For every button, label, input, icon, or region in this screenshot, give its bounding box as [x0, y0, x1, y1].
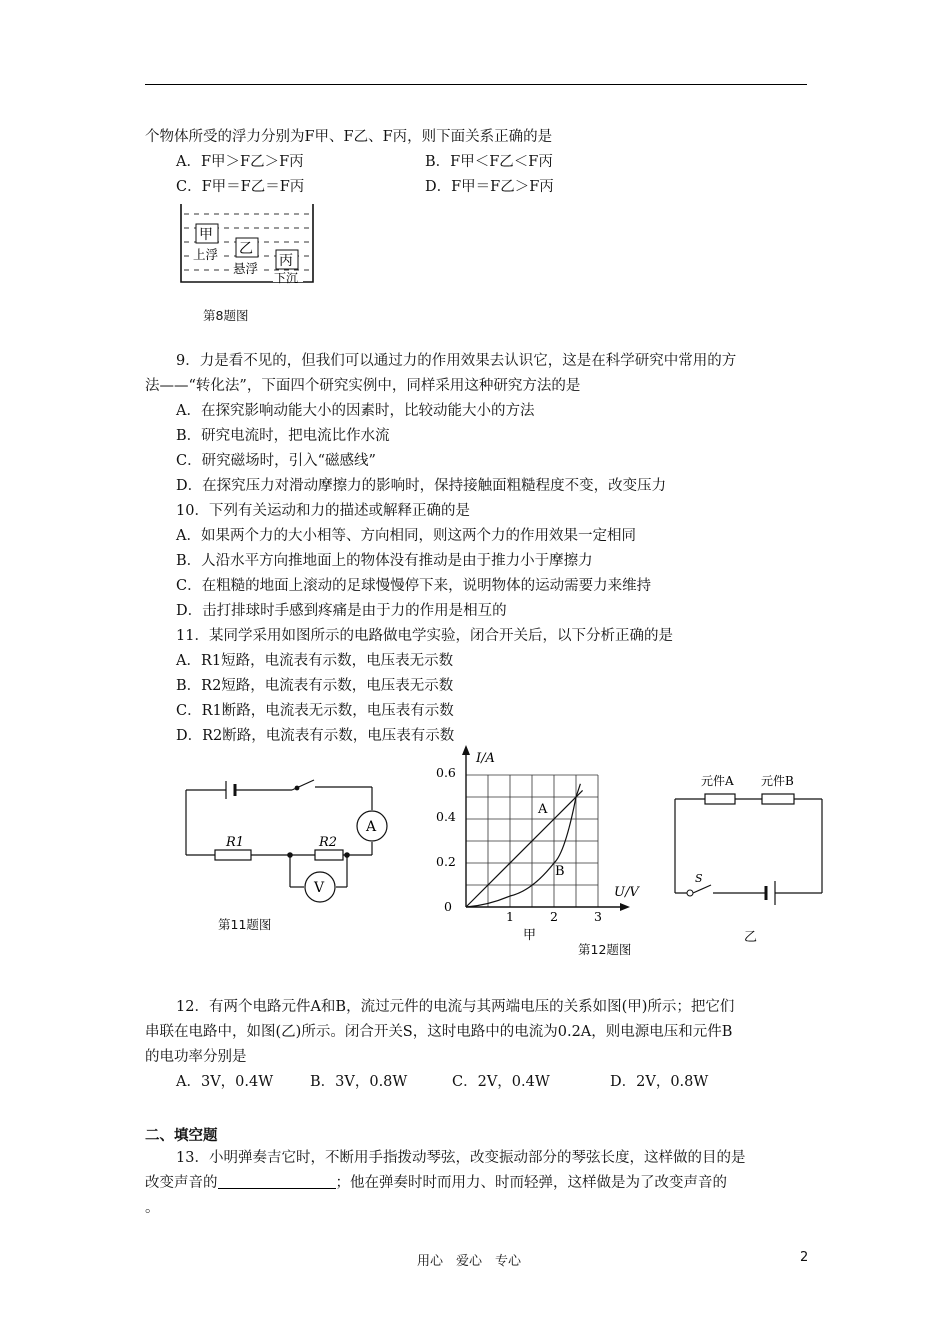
- q13-line-2: [145, 1173, 727, 1193]
- y-axis-label: I/A: [476, 751, 495, 766]
- y-tick-0.6: 0.6: [436, 765, 456, 780]
- q8-stem: 个物体所受的浮力分别为F甲、F乙、F丙，则下面关系正确的是: [145, 129, 553, 145]
- q8-caption: 第8题图: [203, 308, 249, 323]
- q9-option-d: D．在探究压力对滑动摩擦力的影响时，保持接触面粗糙程度不变，改变压力: [176, 478, 667, 494]
- y-axis-arrow: [462, 745, 470, 755]
- element-a-label: 元件A: [701, 774, 734, 788]
- q8-label-sink: 下沉: [274, 271, 299, 285]
- q13-line-1: 13．小明弹奏吉它时，不断用手指拨动琴弦，改变振动部分的琴弦长度，这样做的目的是: [176, 1150, 746, 1166]
- y-tick-0.4: 0.4: [436, 809, 456, 824]
- q11-option-b: B．R2短路，电流表有示数，电压表无示数: [176, 678, 454, 694]
- resistor-r2: [315, 850, 343, 860]
- q8-label-suspend: 悬浮: [233, 261, 259, 276]
- q8-label-yi: 乙: [239, 241, 253, 257]
- q13-line-3: 。: [145, 1200, 160, 1216]
- q10-option-a: A．如果两个力的大小相等、方向相同，则这两个力的作用效果一定相同: [176, 528, 636, 544]
- q11-option-a: A．R1短路，电流表有示数，电压表无示数: [176, 653, 454, 669]
- q9-stem-line-2: 法——“转化法”，下面四个研究实例中，同样采用这种研究方法的是: [145, 378, 581, 394]
- q8-option-c: C．F甲＝F乙＝F丙: [176, 179, 305, 195]
- page-number: 2: [800, 1250, 809, 1265]
- header-rule: [145, 84, 807, 85]
- section-heading-fill-in: 二、填空题: [145, 1128, 218, 1144]
- q9-option-c: C．研究磁场时，引入“磁感线”: [176, 453, 376, 469]
- q12-caption: 第12题图: [578, 942, 632, 957]
- switch-contact: [687, 890, 693, 896]
- junction-left: [287, 852, 293, 858]
- q10-option-b: B．人沿水平方向推地面上的物体没有推动是由于推力小于摩擦力: [176, 553, 593, 569]
- q12-stem-line-2: 串联在电路中，如图(乙)所示。闭合开关S，这时电路中的电流为0.2A，则电源电压和元件B: [145, 1024, 733, 1040]
- origin-label: 0: [444, 899, 452, 914]
- q11-caption: 第11题图: [218, 917, 272, 932]
- q12-option-a: A．3V，0.4W: [176, 1074, 274, 1090]
- q11-option-d: D．R2断路，电流表有示数，电压表有示数: [176, 728, 455, 744]
- q9-option-a: A．在探究影响动能大小的因素时，比较动能大小的方法: [176, 403, 535, 419]
- q9-option-b: B．研究电流时，把电流比作水流: [176, 428, 390, 444]
- q10-option-c: C．在粗糙的地面上滚动的足球慢慢停下来，说明物体的运动需要力来维持: [176, 578, 652, 594]
- q13-answer-blank[interactable]: [218, 1173, 336, 1189]
- q10-option-d: D．击打排球时手感到疼痛是由于力的作用是相互的: [176, 603, 507, 619]
- circuit-sub-caption: 乙: [744, 930, 758, 945]
- series-a-line: [466, 790, 583, 907]
- q12-stem-line-3: 的电功率分别是: [145, 1049, 247, 1065]
- resistor-r1: [215, 850, 251, 860]
- q8-figure: [178, 200, 318, 286]
- series-b-line: [466, 784, 580, 907]
- q11-circuit-figure: [180, 770, 395, 910]
- element-b: [762, 794, 794, 804]
- junction-right: [344, 852, 350, 858]
- q12-circuit-figure: [665, 768, 830, 948]
- x-tick-1: 1: [506, 909, 514, 924]
- q8-label-jia: 甲: [199, 227, 213, 243]
- footer-motto: 用心 爱心 专心: [417, 1254, 522, 1269]
- ammeter-label: A: [366, 819, 377, 835]
- series-a-label: A: [538, 802, 548, 817]
- q12-stem-line-1: 12．有两个电路元件A和B，流过元件的电流与其两端电压的关系如图(甲)所示；把它们: [176, 999, 735, 1015]
- x-axis-label: U/V: [614, 885, 639, 900]
- q10-stem: 10．下列有关运动和力的描述或解释正确的是: [176, 503, 470, 519]
- q13-text-after-blank: ；他在弹奏时时而用力、时而轻弹，这样做是为了改变声音的: [335, 1175, 727, 1191]
- x-axis-arrow: [620, 903, 630, 911]
- q8-label-bing: 丙: [279, 253, 293, 269]
- q8-label-up: 上浮: [193, 247, 219, 262]
- label-r2: R2: [319, 835, 338, 850]
- graph-sub-caption: 甲: [523, 928, 537, 943]
- element-b-label: 元件B: [761, 774, 794, 788]
- x-tick-2: 2: [550, 909, 558, 924]
- switch-label: S: [695, 872, 703, 885]
- q12-option-d: D．2V，0.8W: [610, 1074, 709, 1090]
- q12-option-c: C．2V，0.4W: [452, 1074, 550, 1090]
- q11-stem: 11．某同学采用如图所示的电路做电学实验，闭合开关后，以下分析正确的是: [176, 628, 673, 644]
- q8-option-a: A．F甲＞F乙＞F丙: [176, 154, 304, 170]
- q11-option-c: C．R1断路，电流表无示数，电压表有示数: [176, 703, 454, 719]
- voltmeter-label: V: [314, 880, 325, 896]
- element-a: [705, 794, 735, 804]
- q13-text-before-blank: 改变声音的: [145, 1175, 218, 1191]
- switch-pivot: [295, 786, 300, 791]
- label-r1: R1: [226, 835, 245, 850]
- series-b-label: B: [555, 864, 565, 879]
- q9-stem-line-1: 9．力是看不见的，但我们可以通过力的作用效果去认识它，这是在科学研究中常用的方: [176, 353, 737, 369]
- q8-option-b: B．F甲＜F乙＜F丙: [425, 154, 553, 170]
- y-tick-0.2: 0.2: [436, 854, 456, 869]
- q12-option-b: B．3V，0.8W: [310, 1074, 408, 1090]
- x-tick-3: 3: [594, 909, 602, 924]
- q8-option-d: D．F甲＝F乙＞F丙: [425, 179, 554, 195]
- q12-graph: [430, 745, 639, 945]
